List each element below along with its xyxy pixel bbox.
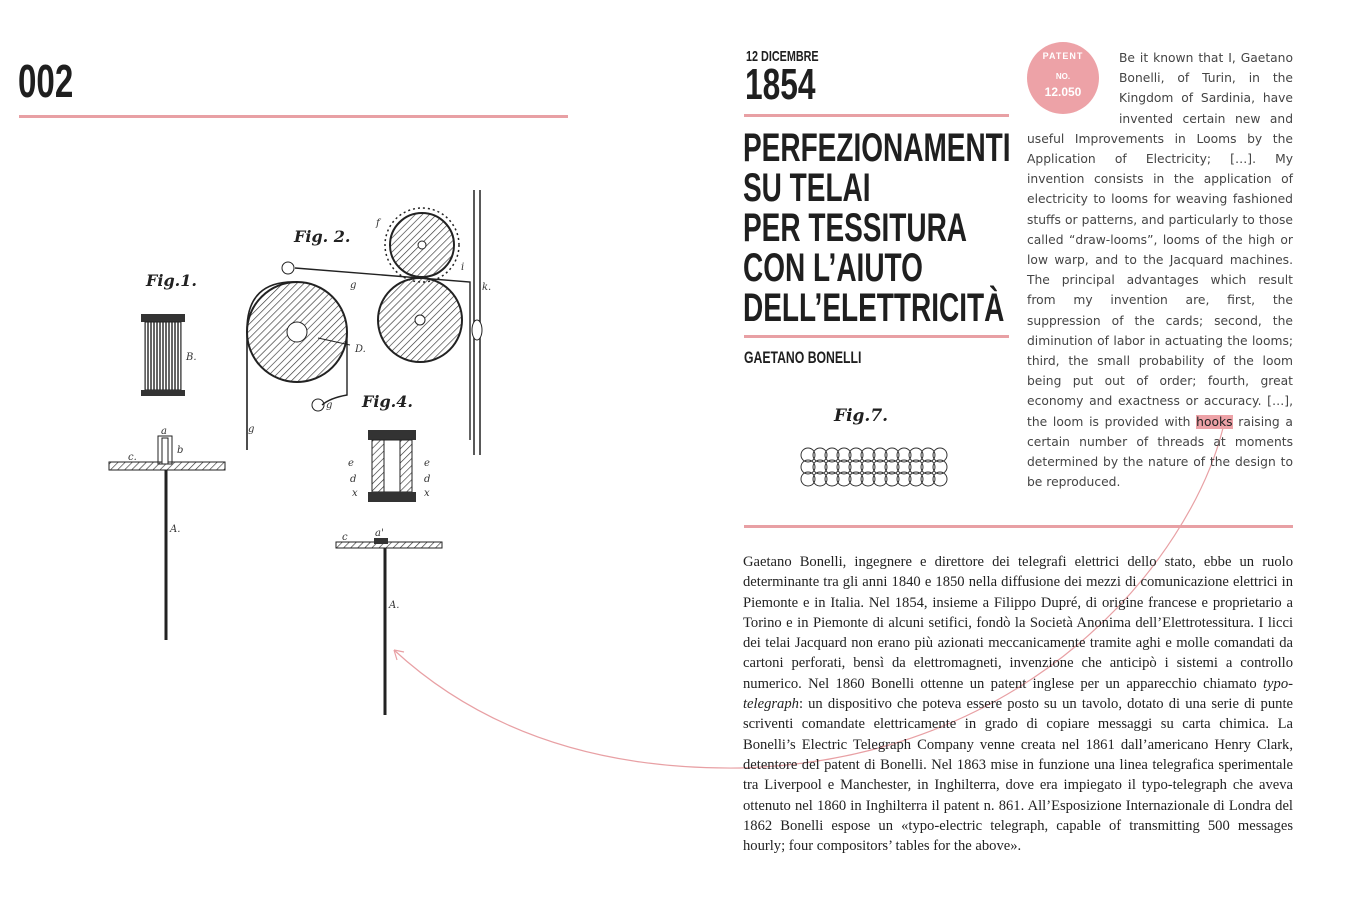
fig2-rollers [247, 190, 482, 455]
highlighted-word: hooks [1196, 414, 1233, 429]
fig4-magnet [368, 430, 416, 502]
body-paragraph [743, 552, 1293, 856]
stamp-number: 12.050 [1044, 85, 1082, 99]
fig2-letter-f: f [376, 218, 380, 229]
fig4-letter-d: d [350, 474, 357, 485]
fig4-letter-x2: x [424, 488, 430, 499]
fig2-letter-g2: g [248, 424, 255, 435]
fig4-letter-A: A. [389, 600, 400, 611]
fig1-letter-b: B. [186, 352, 197, 363]
title-line-4: CON L’AIUTO [743, 246, 923, 290]
fig4-letter-e2: e [424, 458, 430, 469]
fig2-letter-g3: g [326, 400, 333, 411]
fig1-letter-bsmall: b [177, 445, 184, 456]
fig4-label: Fig.4. [362, 392, 413, 411]
fig4-letter-x: x [352, 488, 358, 499]
date-day: 12 DICEMBRE [746, 48, 819, 65]
fig1-coil [141, 314, 185, 396]
fig4-letter-a: a' [375, 528, 384, 539]
fig1-letter-c: c. [128, 452, 137, 463]
title-line-1: PERFEZIONAMENTI [743, 126, 1011, 170]
page-number: 002 [18, 55, 74, 107]
fig1-label: Fig.1. [146, 271, 197, 290]
body-text-2: : un dispositivo che poteva essere posto su un tavolo, dotato di una serie di punte scriventi comandate elettricamente in grado di copiare messaggi su carta chimica. La Bonelli’s Electric Telegraph Company venne creata nel 1861 dall’americano Henry Clark, detentore del patent di Bonelli. Nel 1863 mise in funzione una linea telegrafica sperimentale tra Liverpool e Manchester, in Inghilterra, dove era impiegato il typo-telegraph che aveva ottenuto nel 1860 in Inghilterra il patent n. 861. All’Esposizione Internazionale di Londra del 1862 Bonelli espose un «typo-electric telegraph, capable of transmitting 500 messages hourly; four compositors’ tables for the above». [743, 696, 1293, 855]
fig7-label: Fig.7. [834, 406, 889, 426]
patent-quote-end: raising a certain number of threads at moments determined by the nature of the design to be reproduced. [1027, 414, 1293, 490]
fig1-letter-a: a [161, 426, 167, 437]
title-line-3: PER TESSITURA [743, 206, 968, 250]
body-italic: typo-telegraph [743, 675, 1293, 713]
fig4-letter-e: e [348, 458, 354, 469]
title-bottom-rule [744, 335, 1009, 338]
fig2-label: Fig. 2. [294, 227, 351, 246]
page-title [743, 128, 1011, 328]
fig4-letter-d2: d [424, 474, 431, 485]
patent-quote [1027, 48, 1293, 492]
fig4-plate [336, 538, 442, 715]
body-text-1: Gaetano Bonelli, ingegnere e direttore dei telegrafi elettrici dello stato, ebbe un ruolo determinante tra gli anni 1840 e 1850 nella diffusione dei mezzi di comunicazione elettrici in Piemonte e in Italia. Nel 1854, insieme a Filippo Dupré, di origine francese e proprietario a Torino e in Piemonte di alcuni setifici, fondò la Società Anonima dell’Elettrotessitura. I licci dei telai Jacquard non erano più azionati meccanicamente tramite aghi e molle comandati da cartoni perforati, bensì da elettromagneti, invenzione che anticipò i sistemi a controllo numerico. Nel 1860 Bonelli ottenne un patent inglese per un apparecchio chiamato [743, 554, 1293, 692]
date-year: 1854 [745, 60, 816, 109]
fig2-letter-g: g [350, 280, 357, 291]
stamp-label: PATENT [1042, 51, 1084, 61]
body-rule [744, 525, 1293, 528]
title-line-5: DELL’ELETTRICITÀ [743, 286, 1005, 330]
title-top-rule [744, 114, 1009, 117]
title-line-2: SU TELAI [743, 166, 871, 210]
fig1-letter-A: A. [170, 524, 181, 535]
author: GAETANO BONELLI [744, 348, 862, 367]
fig2-letter-i: i [461, 262, 465, 273]
fig7-weave [801, 448, 947, 486]
fig2-letter-d: D. [355, 344, 366, 355]
stamp-no: NO. [1055, 72, 1071, 81]
fig1-plate [109, 436, 225, 640]
fig4-letter-c: c [342, 532, 348, 543]
fig2-letter-k: k. [482, 282, 492, 293]
patent-quote-text: Be it known that I, Gaetano Bonelli, of Turin, in the Kingdom of Sardinia, have invented certain new and useful Improvements in Looms by the Application of Electricity; […]. My invention consists in the application of electricity to looms for weaving fashioned stuffs or patterns, and particularly to those called “draw-looms”, looms of the high or low warp, and to the Jacquard machines. The principal advantages which result from my invention are, first, the suppression of the cards; second, the diminution of labor in actuating the looms; third, the small probability of the loom being put out of order; fourth, great economy and exactness or accuracy. […], the loom is provided with [1027, 51, 1293, 429]
